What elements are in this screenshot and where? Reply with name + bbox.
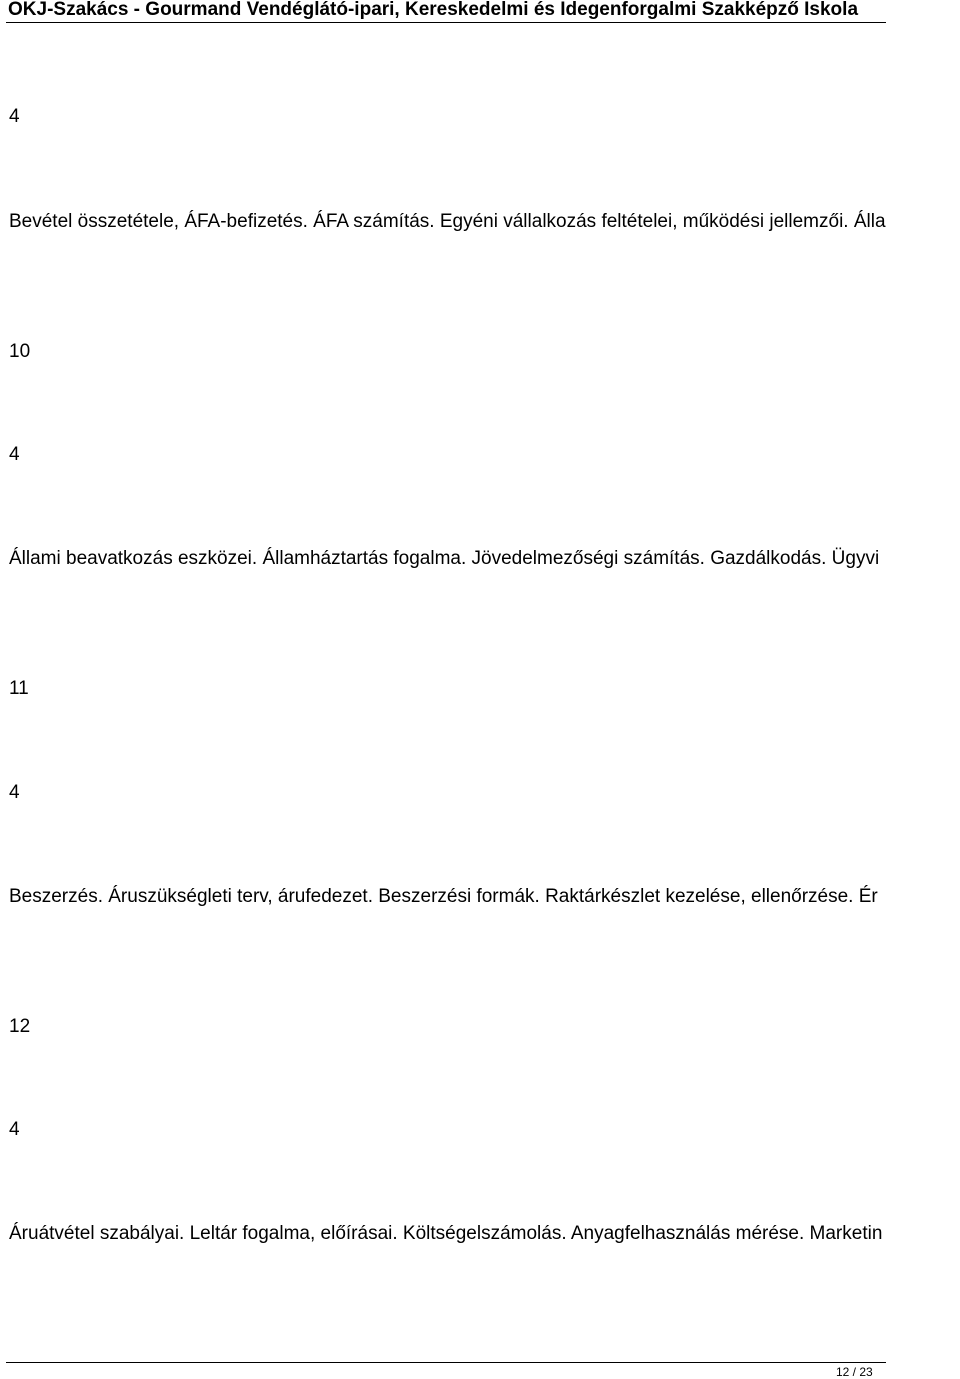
row-2-week: 10 <box>9 341 31 362</box>
row-3-content: Beszerzés. Áruszükségleti terv, árufedezet. Beszerzési formák. Raktárkészlet kezelése, ellenőrzése. Ér <box>9 886 878 907</box>
row-3-week: 11 <box>9 678 29 699</box>
row-3-hours: 4 <box>9 782 20 803</box>
footer-divider <box>6 1362 886 1363</box>
row-1-content: Bevétel összetétele, ÁFA-befizetés. ÁFA számítás. Egyéni vállalkozás feltételei, működési jellemzői. Álla <box>9 211 886 232</box>
header-divider <box>6 22 886 23</box>
row-4-hours: 4 <box>9 1119 20 1140</box>
row-4-week: 12 <box>9 1016 31 1037</box>
page-number: 12 / 23 <box>836 1365 873 1379</box>
page-header-title: OKJ-Szakács - Gourmand Vendéglátó-ipari, Kereskedelmi és Idegenforgalmi Szakképző Iskola <box>8 0 859 20</box>
row-2-hours: 4 <box>9 444 20 465</box>
row-4-content: Áruátvétel szabályai. Leltár fogalma, előírásai. Költségelszámolás. Anyagfelhasználás mérése. Marketin <box>9 1223 883 1244</box>
row-1-hours: 4 <box>9 106 20 127</box>
row-2-content: Állami beavatkozás eszközei. Államháztartás fogalma. Jövedelmezőségi számítás. Gazdálkodás. Ügyvi <box>9 548 880 569</box>
